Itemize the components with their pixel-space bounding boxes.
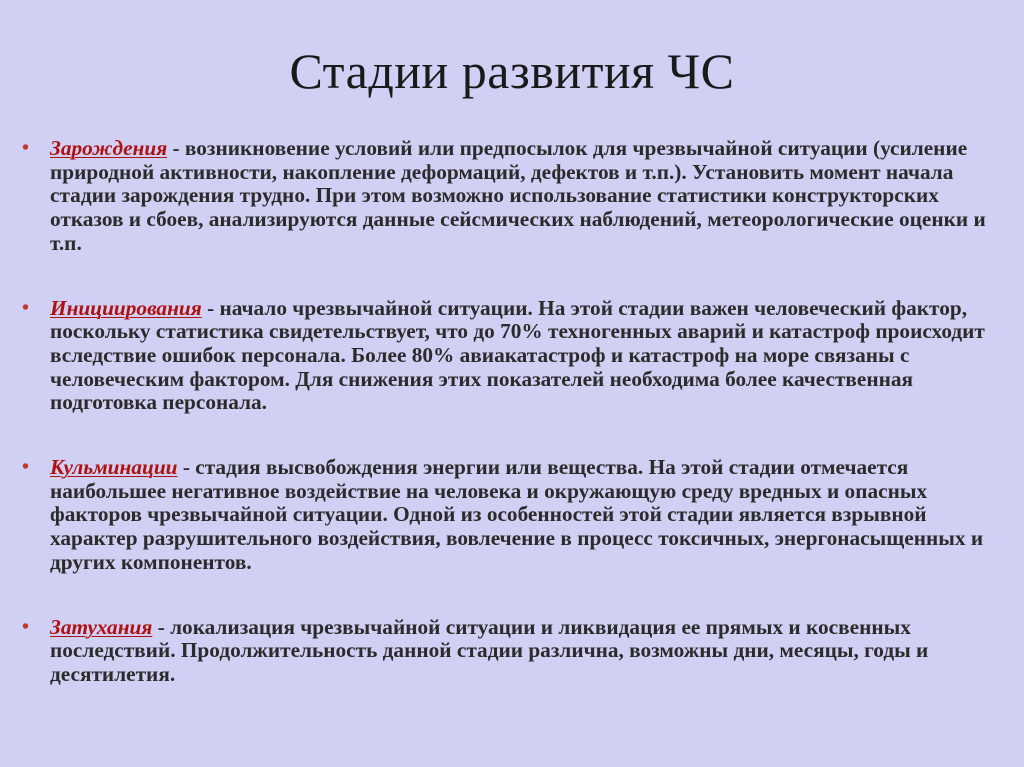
stage-term: Инициирования <box>50 295 202 320</box>
bullet-icon: • <box>22 137 30 159</box>
stage-description: - возникновение условий или предпосылок для чрезвычайной ситуации (усиление природной активности, накопление деформаций, дефектов и т.п.). Установить момент начала стадии зарождения трудно. При этом возможно использование статистики конструкторских отказов и сбоев, анализируются данные сейсмических наблюдений, метеорологические оценки и т.п. <box>50 136 986 255</box>
stages-list <box>22 137 1002 687</box>
list-item <box>22 616 1002 687</box>
stage-term: Кульминации <box>50 455 178 480</box>
stage-term: Зарождения <box>50 136 168 160</box>
slide-title: Стадии развития ЧС <box>289 43 735 99</box>
bullet-icon: • <box>22 615 30 638</box>
stage-description: - локализация чрезвычайной ситуации и ликвидация ее прямых и косвенных последствий. Продолжительность данной стадии различна, возможны дни, месяцы, годы и десятилетия. <box>50 614 929 686</box>
stage-description: - стадия высвобождения энергии или вещества. На этой стадии отмечается наибольшее негативное воздействие на человека и окружающую среду вредных и опасных факторов чрезвычайной ситуации. Одной из особенностей этой стадии является взрывной характер разрушительного воздействия, вовлечение в процесс токсичных, энергонасыщенных и других компонентов. <box>50 455 984 574</box>
list-item <box>22 456 1002 575</box>
list-item <box>22 297 1002 416</box>
stage-term: Затухания <box>50 614 153 639</box>
stage-description: - начало чрезвычайной ситуации. На этой стадии важен человеческий фактор, поскольку статистика свидетельствует, что до 70% техногенных аварий и катастроф происходит вследствие ошибок персонала. Более 80% авиакатастроф и катастроф на море связаны с человеческим фактором. Для снижения этих показателей необходима более качественная подготовка персонала. <box>50 295 985 415</box>
list-item <box>22 137 1002 256</box>
bullet-icon: • <box>22 296 30 319</box>
bullet-icon: • <box>22 456 30 479</box>
